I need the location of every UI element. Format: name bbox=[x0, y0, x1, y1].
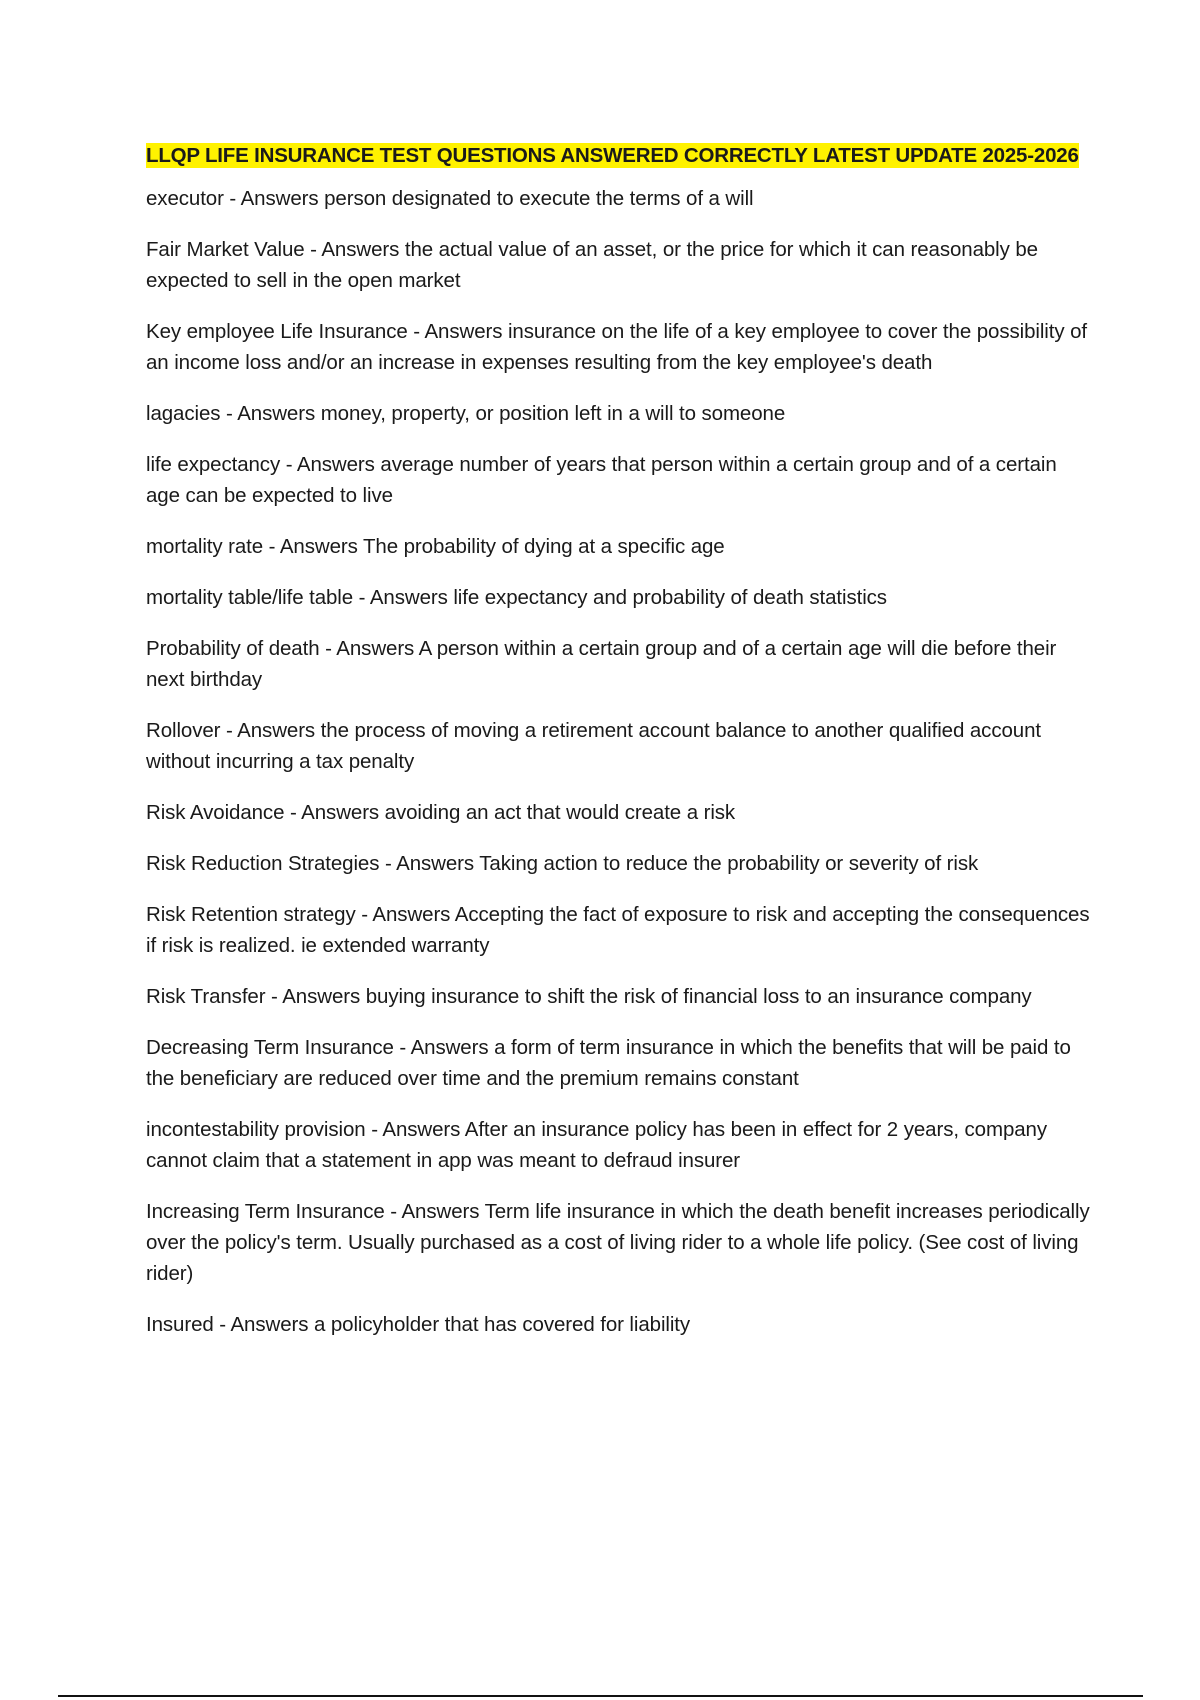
definition-entry: mortality table/life table - Answers life expectancy and probability of death statistics bbox=[146, 586, 887, 609]
definition-entry: executor - Answers person designated to execute the terms of a will bbox=[146, 187, 754, 210]
definition-entry: Probability of death - Answers A person within a certain group and of a certain age will die before their next birthday bbox=[146, 637, 1057, 691]
highlighted-title-text: LLQP LIFE INSURANCE TEST QUESTIONS ANSWERED CORRECTLY LATEST UPDATE 2025-2026 bbox=[146, 144, 1079, 167]
definition-entry: Insured - Answers a policyholder that has covered for liability bbox=[146, 1313, 691, 1336]
definition-entry: incontestability provision - Answers After an insurance policy has been in effect for 2 years, company cannot claim that a statement in app was meant to defraud insurer bbox=[146, 1118, 1048, 1172]
definition-entry: mortality rate - Answers The probability of dying at a specific age bbox=[146, 535, 725, 558]
document-page bbox=[146, 140, 1096, 1360]
definition-entry: Decreasing Term Insurance - Answers a form of term insurance in which the benefits that will be paid to the beneficiary are reduced over time and the premium remains constant bbox=[146, 1036, 1071, 1090]
definition-entry: Fair Market Value - Answers the actual value of an asset, or the price for which it can reasonably be expected to sell in the open market bbox=[146, 238, 1038, 292]
document-title bbox=[146, 140, 1096, 171]
definition-entry: Risk Retention strategy - Answers Accepting the fact of exposure to risk and accepting the consequences if risk is realized. ie extended warranty bbox=[146, 903, 1090, 957]
definition-entry: lagacies - Answers money, property, or position left in a will to someone bbox=[146, 402, 786, 425]
definition-entry: Risk Transfer - Answers buying insurance to shift the risk of financial loss to an insurance company bbox=[146, 985, 1032, 1008]
definition-entry: Key employee Life Insurance - Answers insurance on the life of a key employee to cover the possibility of an income loss and/or an increase in expenses resulting from the key employee's death bbox=[146, 320, 1087, 374]
footer-divider bbox=[58, 1695, 1143, 1697]
definition-entry: Risk Avoidance - Answers avoiding an act that would create a risk bbox=[146, 801, 736, 824]
definition-entry: Increasing Term Insurance - Answers Term life insurance in which the death benefit increases periodically over the policy's term. Usually purchased as a cost of living rider to a whole life policy. (See cost of living rider) bbox=[146, 1200, 1090, 1285]
definition-entry: Risk Reduction Strategies - Answers Taking action to reduce the probability or severity of risk bbox=[146, 852, 979, 875]
definition-list bbox=[146, 183, 1096, 1340]
definition-entry: Rollover - Answers the process of moving a retirement account balance to another qualified account without incurring a tax penalty bbox=[146, 719, 1041, 773]
definition-entry: life expectancy - Answers average number of years that person within a certain group and of a certain age can be expected to live bbox=[146, 453, 1057, 507]
